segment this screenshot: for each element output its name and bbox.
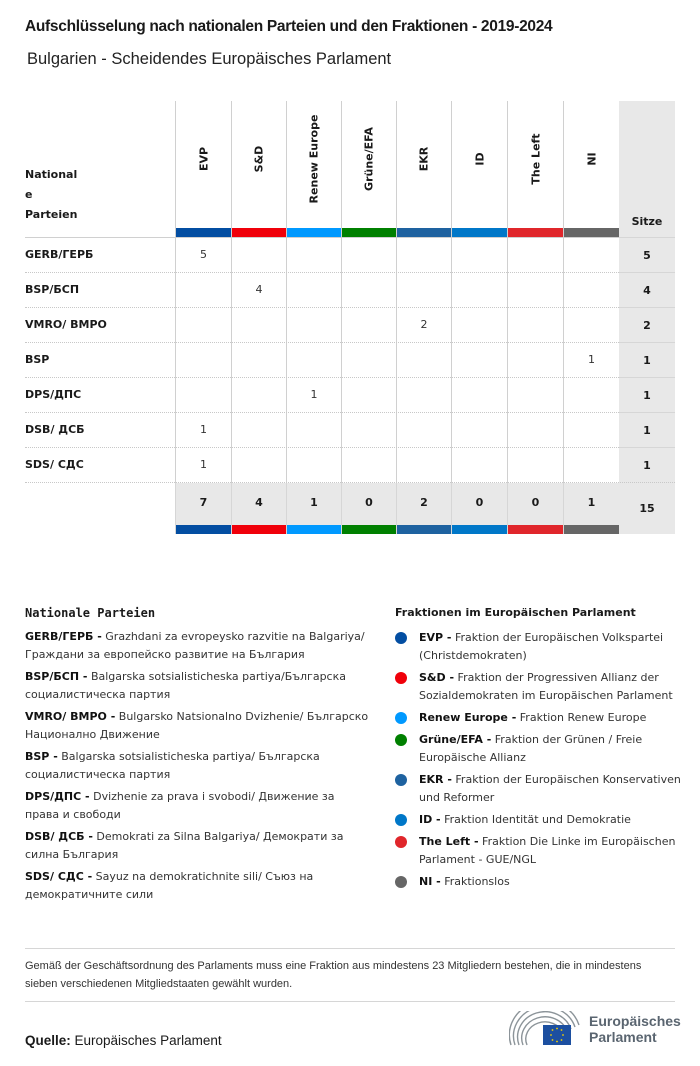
table-row [25, 272, 675, 307]
color-dot-icon [395, 734, 407, 746]
color-dot-icon [395, 712, 407, 724]
chart-title: Aufschlüsselung nach nationalen Parteien und den Fraktionen - 2019-2024 [25, 18, 553, 35]
seat-count-cell [341, 448, 396, 483]
row-total-cell: 2 [619, 307, 675, 343]
seat-count-cell: 1 [175, 413, 231, 448]
seat-count-cell [286, 273, 341, 308]
seat-count-cell [507, 308, 563, 343]
seat-count-cell [341, 378, 396, 413]
group-color-bar [397, 525, 451, 534]
national-parties-legend [25, 606, 370, 908]
group-color-bar [342, 228, 396, 237]
group-color-bar [452, 228, 507, 237]
group-legend-item: The Left - Fraktion Die Linke im Europäischen Parlament - GUE/NGL [395, 833, 685, 869]
seat-count-cell [231, 378, 286, 413]
group-color-bar [452, 525, 507, 534]
group-legend-item: Renew Europe - Fraktion Renew Europe [395, 709, 685, 727]
group-label: ID [473, 152, 486, 166]
european-parliament-logo: Europäisches Parlament [509, 1011, 679, 1047]
group-legend-item: S&D - Fraktion der Progressiven Allianz der Sozialdemokraten im Europäischen Parlament [395, 669, 685, 705]
seat-count-cell [507, 343, 563, 378]
seat-count-cell [286, 448, 341, 483]
party-name: DPS/ДПС [25, 388, 82, 401]
seat-count-cell [507, 238, 563, 273]
group-column-header-s-d [231, 101, 286, 237]
column-total-cell: 0 [451, 483, 507, 534]
seat-count-cell [563, 238, 619, 273]
group-legend-item: NI - Fraktionslos [395, 873, 685, 891]
seat-count-cell [341, 343, 396, 378]
seat-table [25, 101, 675, 533]
seat-count-cell [451, 378, 507, 413]
group-label: Grüne/EFA [362, 127, 376, 191]
column-total-cell: 7 [175, 483, 231, 534]
table-row [25, 377, 675, 412]
party-legend-item: VMRO/ ВМРО - Bulgarsko Natsionalno Dvizhenie/ Българско Национално Движение [25, 710, 369, 741]
group-label: The Left [529, 133, 542, 185]
row-header-label: National e Parteien [25, 168, 78, 221]
seat-count-cell [341, 308, 396, 343]
row-total-cell: 1 [619, 377, 675, 413]
group-column-header-ni [563, 101, 619, 237]
seat-count-cell [175, 273, 231, 308]
group-label: NI [585, 152, 598, 166]
seat-count-cell [396, 448, 451, 483]
seat-count-cell [231, 308, 286, 343]
column-total-cell: 0 [341, 483, 396, 534]
column-total-cell: 0 [507, 483, 563, 534]
group-column-header-the-left [507, 101, 563, 237]
seats-column-header: Sitze [619, 101, 675, 237]
seat-count-cell [451, 448, 507, 483]
party-name: GERB/ГЕРБ [25, 248, 94, 261]
party-name: BSP/БСП [25, 283, 80, 296]
party-name: DSB/ ДСБ [25, 423, 85, 436]
group-color-bar [564, 228, 619, 237]
seat-count-cell [451, 413, 507, 448]
party-name: SDS/ СДС [25, 458, 84, 471]
table-header [25, 101, 675, 237]
group-color-bar [176, 525, 231, 534]
group-color-bar [232, 228, 286, 237]
seat-count-cell [451, 238, 507, 273]
column-totals-row [25, 482, 675, 533]
group-color-bar [342, 525, 396, 534]
group-legend-item: EVP - Fraktion der Europäischen Volkspartei (Christdemokraten) [395, 629, 685, 665]
seat-count-cell [507, 273, 563, 308]
seat-count-cell [507, 413, 563, 448]
political-groups-legend [395, 606, 685, 895]
table-row [25, 307, 675, 342]
group-legend-item: EKR - Fraktion der Europäischen Konservativen und Reformer [395, 771, 685, 807]
seat-count-cell: 5 [175, 238, 231, 273]
seat-count-cell [396, 273, 451, 308]
group-color-bar [508, 525, 563, 534]
divider [25, 1001, 675, 1002]
seat-count-cell [451, 273, 507, 308]
group-column-header-renew-europe [286, 101, 341, 237]
grand-total-cell: 15 [619, 483, 675, 534]
row-total-cell: 5 [619, 237, 675, 273]
group-label: EKR [417, 146, 431, 172]
group-color-bar [232, 525, 286, 534]
group-color-bar [287, 228, 341, 237]
color-dot-icon [395, 814, 407, 826]
group-column-header-evp [175, 101, 231, 237]
group-label: S&D [252, 145, 266, 173]
group-color-bar [176, 228, 231, 237]
seat-count-cell [563, 413, 619, 448]
group-legend-item: Grüne/EFA - Fraktion der Grünen / Freie Europäische Allianz [395, 731, 685, 767]
seat-count-cell [286, 343, 341, 378]
divider [25, 948, 675, 949]
row-total-cell: 1 [619, 447, 675, 483]
seat-count-cell [286, 238, 341, 273]
table-row [25, 342, 675, 377]
party-legend-item: BSP - Balgarska sotsialisticheska partiya/ Българска социалистическа партия [25, 750, 320, 781]
party-legend-item: BSP/БСП - Balgarska sotsialisticheska partiya/Българска социалистическа партия [25, 670, 346, 701]
seat-count-cell [396, 343, 451, 378]
seat-count-cell [563, 448, 619, 483]
seat-count-cell [231, 343, 286, 378]
seat-count-cell [563, 308, 619, 343]
seat-count-cell [231, 238, 286, 273]
seat-count-cell [396, 378, 451, 413]
group-column-header-gr-ne-efa [341, 101, 396, 237]
group-column-header-id [451, 101, 507, 237]
seat-count-cell [451, 308, 507, 343]
chart-subtitle: Bulgarien - Scheidendes Europäisches Parlament [27, 50, 392, 68]
seat-count-cell [396, 413, 451, 448]
table-row [25, 447, 675, 482]
seat-count-cell [341, 273, 396, 308]
party-legend-item: DSB/ ДСБ - Demokrati za Silna Balgariya/ Демократи за силна България [25, 830, 344, 861]
party-legend-item: GERB/ГЕРБ - Grazhdani za evropeysko razvitie na Balgariya/ Граждани за европейско развитие на България [25, 630, 365, 661]
party-legend-item: DPS/ДПС - Dvizhenie za prava i svobodi/ Движение за права и свободи [25, 790, 335, 821]
color-dot-icon [395, 632, 407, 644]
seat-count-cell: 2 [396, 308, 451, 343]
seat-count-cell: 1 [286, 378, 341, 413]
seat-count-cell [507, 378, 563, 413]
group-color-bar [564, 525, 619, 534]
source-line: Quelle: Europäisches Parlament [25, 1033, 222, 1048]
seat-count-cell [341, 238, 396, 273]
seat-count-cell: 4 [231, 273, 286, 308]
party-name: VMRO/ ВМРО [25, 318, 107, 331]
seat-count-cell: 1 [175, 448, 231, 483]
group-color-bar [397, 228, 451, 237]
seat-count-cell [286, 308, 341, 343]
group-color-bar [508, 228, 563, 237]
color-dot-icon [395, 876, 407, 888]
seat-count-cell [231, 448, 286, 483]
party-name: BSP [25, 353, 50, 366]
group-color-bar [287, 525, 341, 534]
group-legend-item: ID - Fraktion Identität und Demokratie [395, 811, 685, 829]
column-total-cell: 4 [231, 483, 286, 534]
color-dot-icon [395, 774, 407, 786]
row-total-cell: 4 [619, 272, 675, 308]
party-legend-item: SDS/ СДС - Sayuz na demokratichnite sili/ Съюз на демократичните сили [25, 870, 314, 901]
seat-count-cell: 1 [563, 343, 619, 378]
column-total-cell: 2 [396, 483, 451, 534]
footnote: Gemäß der Geschäftsordnung des Parlaments muss eine Fraktion aus mindestens 23 Mitgliedern bestehen, die in mindestens sieben verschiedenen Mitgliedstaaten gewählt wurden. [25, 960, 642, 990]
seat-count-cell [563, 378, 619, 413]
row-total-cell: 1 [619, 342, 675, 378]
seat-count-cell [341, 413, 396, 448]
hemicycle-eu-flag-icon [509, 1011, 581, 1047]
legend-title: Nationale Parteien [25, 606, 156, 620]
column-total-cell: 1 [563, 483, 619, 534]
column-total-cell: 1 [286, 483, 341, 534]
table-row [25, 237, 675, 272]
seat-count-cell [286, 413, 341, 448]
seat-count-cell [175, 378, 231, 413]
color-dot-icon [395, 672, 407, 684]
seat-count-cell [231, 413, 286, 448]
row-total-cell: 1 [619, 412, 675, 448]
seat-count-cell [563, 273, 619, 308]
group-label: Renew Europe [307, 114, 321, 204]
seat-count-cell [451, 343, 507, 378]
group-label: EVP [197, 146, 210, 172]
seat-count-cell [507, 448, 563, 483]
group-column-header-ekr [396, 101, 451, 237]
color-dot-icon [395, 836, 407, 848]
table-row [25, 412, 675, 447]
legend-title: Fraktionen im Europäischen Parlament [395, 606, 636, 619]
seat-count-cell [396, 238, 451, 273]
seat-count-cell [175, 308, 231, 343]
seat-count-cell [175, 343, 231, 378]
